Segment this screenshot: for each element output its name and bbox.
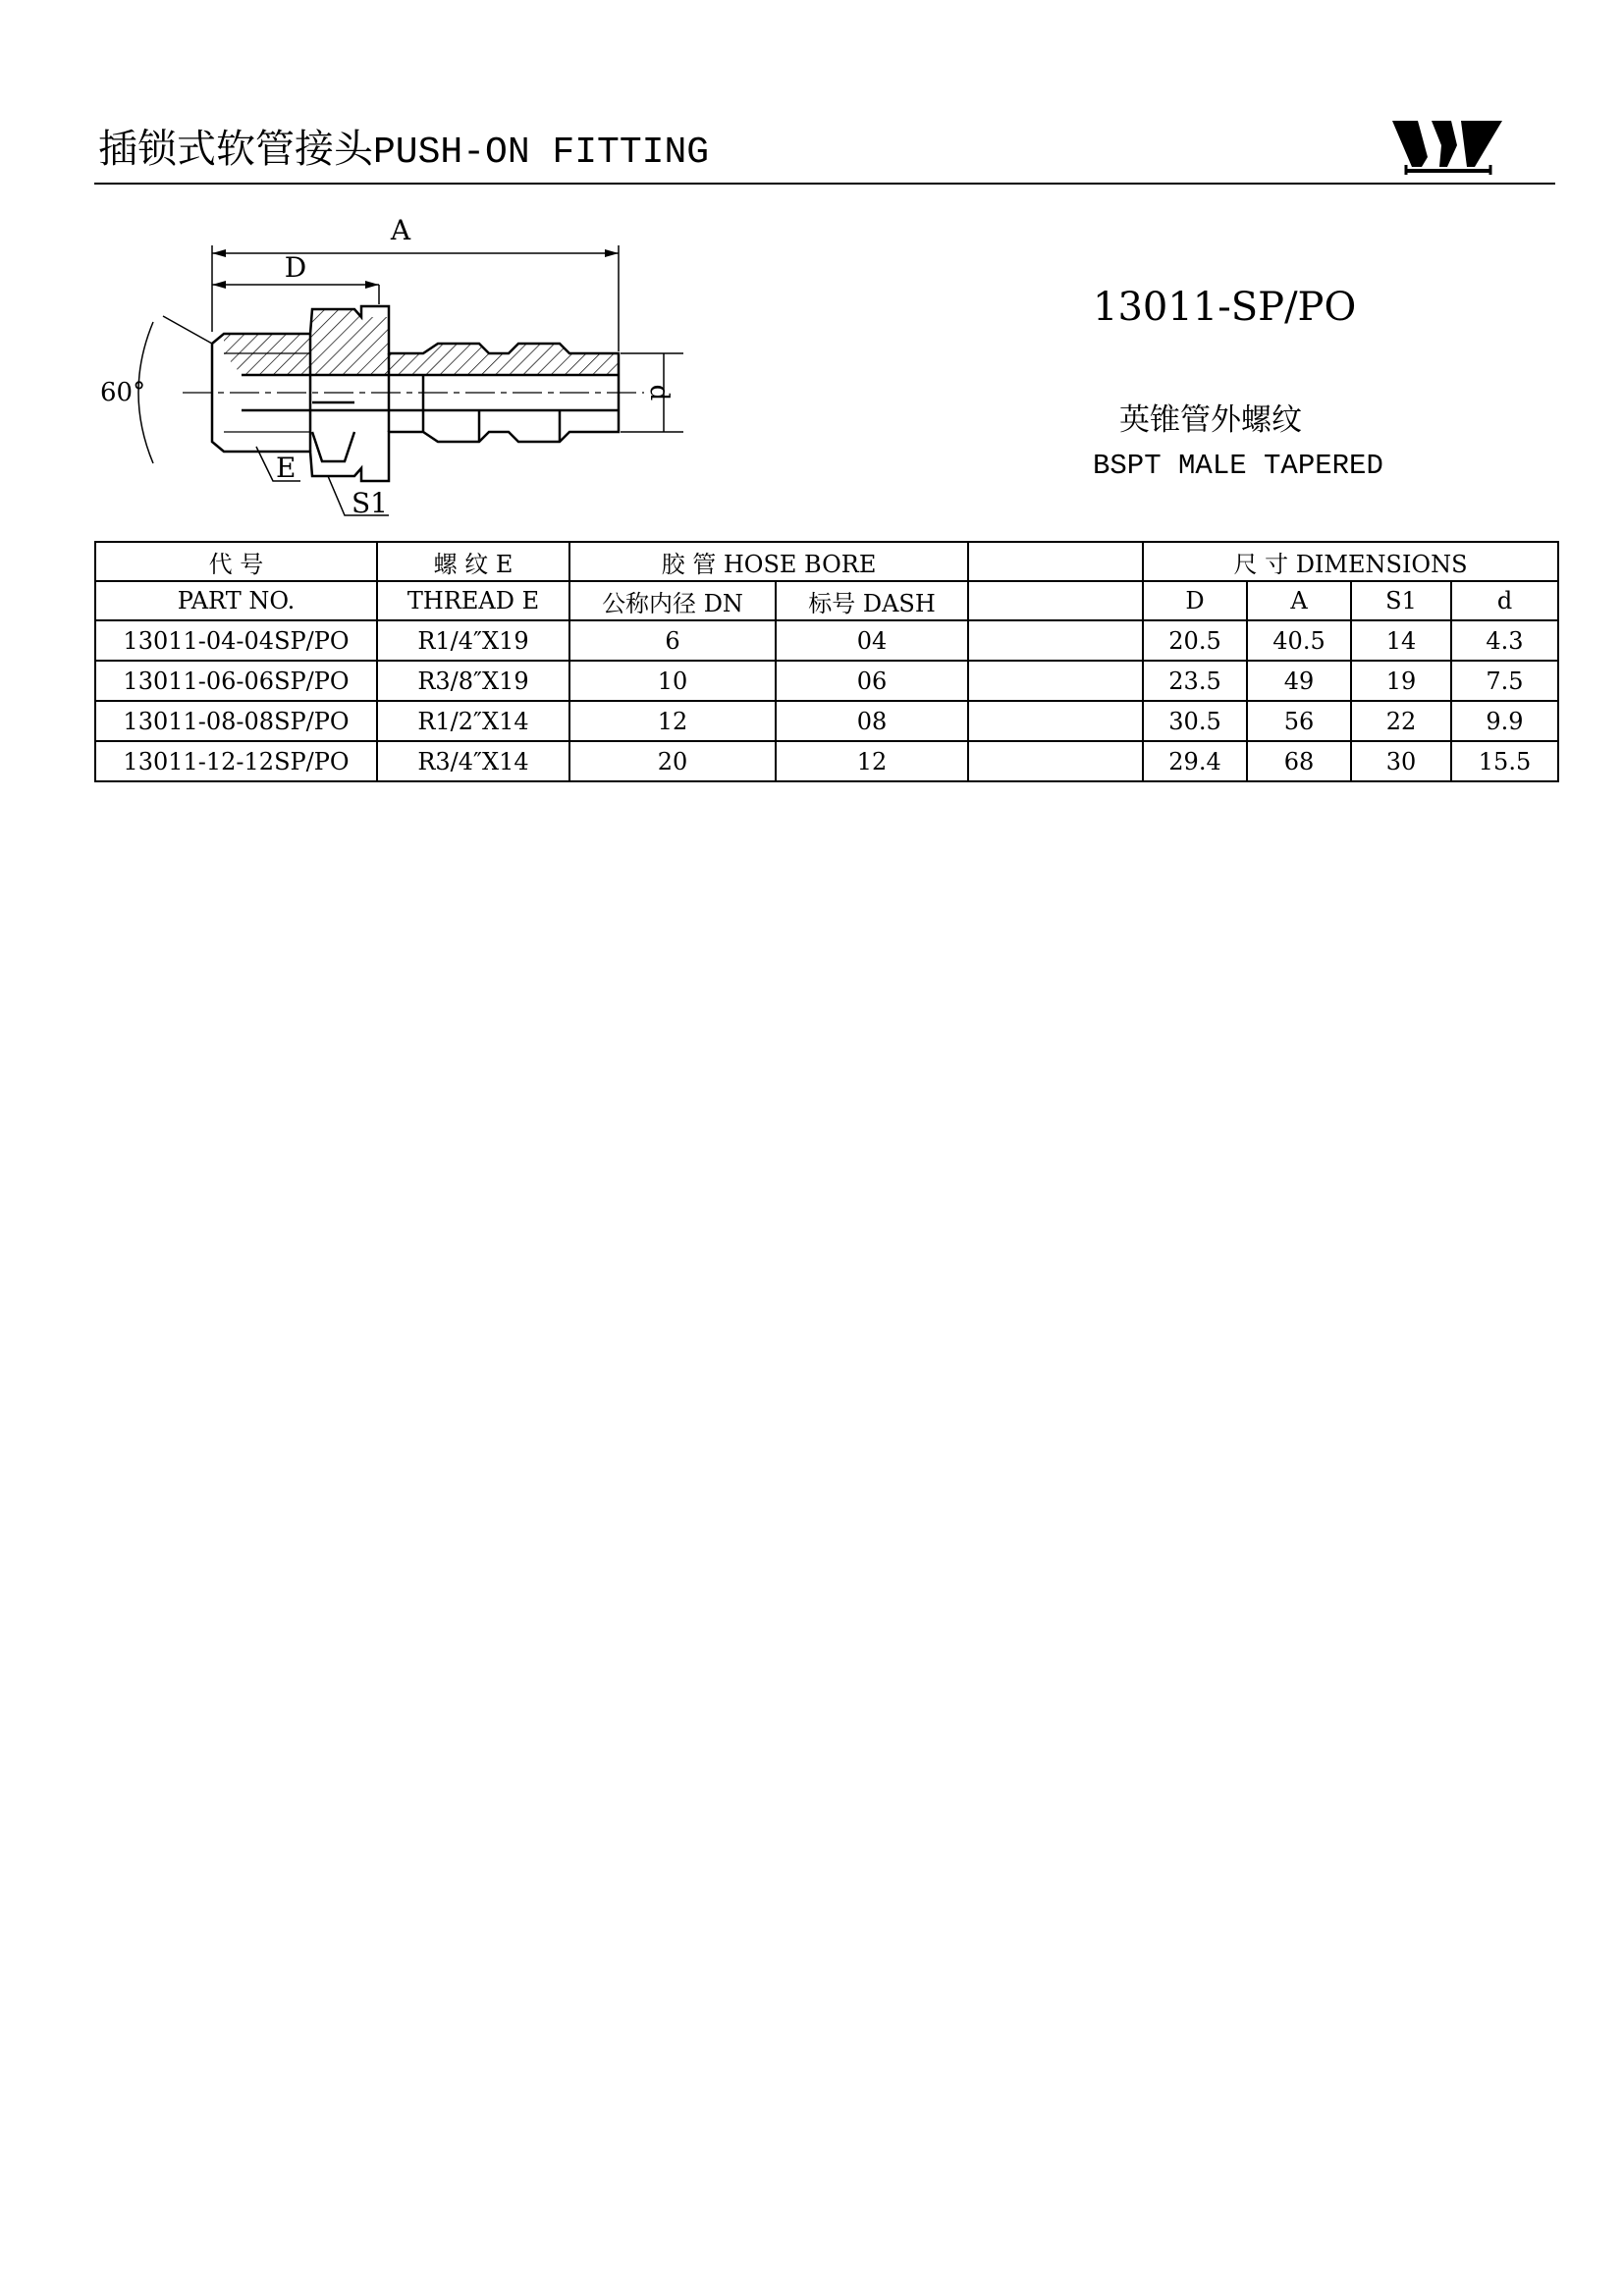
head-dim-S1: S1 — [1351, 581, 1451, 620]
label-a: A — [390, 214, 411, 246]
cell-S1: 19 — [1351, 661, 1451, 701]
cell-dash: 08 — [776, 701, 968, 741]
page-title — [98, 118, 709, 174]
label-d-upper: D — [284, 251, 307, 284]
label-d-lower: d — [644, 384, 674, 401]
cell-D: 23.5 — [1143, 661, 1247, 701]
head-thread-en: THREAD E — [377, 581, 569, 620]
company-logo — [1392, 116, 1502, 175]
header-rule — [94, 183, 1555, 185]
cell-part: 13011-04-04SP/PO — [95, 620, 377, 661]
title-cn: 插锁式软管接头 — [98, 127, 373, 172]
head-blank-1 — [968, 542, 1143, 581]
head-hose-dash: 标号 DASH — [776, 581, 968, 620]
head-part-en: PART NO. — [95, 581, 377, 620]
cell-part: 13011-08-08SP/PO — [95, 701, 377, 741]
cell-A: 49 — [1247, 661, 1351, 701]
cell-blank — [968, 661, 1143, 701]
subtitle-en: BSPT MALE TAPERED — [1093, 450, 1383, 482]
cell-D: 20.5 — [1143, 620, 1247, 661]
model-number: 13011-SP/PO — [1093, 285, 1357, 330]
fitting-outline — [212, 306, 619, 481]
label-angle: 60° — [100, 378, 146, 407]
cell-thread: R1/4″X19 — [377, 620, 569, 661]
cell-blank — [968, 701, 1143, 741]
head-hose-dn: 公称内径 DN — [569, 581, 776, 620]
table-row — [95, 741, 1558, 781]
cell-S1: 14 — [1351, 620, 1451, 661]
cell-thread: R1/2″X14 — [377, 701, 569, 741]
cell-dn: 10 — [569, 661, 776, 701]
head-dim-A: A — [1247, 581, 1351, 620]
cell-thread: R3/4″X14 — [377, 741, 569, 781]
head-dim-D: D — [1143, 581, 1247, 620]
title-en: PUSH-ON FITTING — [373, 132, 710, 174]
head-dim-d: d — [1451, 581, 1558, 620]
label-s1: S1 — [352, 487, 388, 519]
cell-D: 29.4 — [1143, 741, 1247, 781]
cell-d: 15.5 — [1451, 741, 1558, 781]
label-e: E — [276, 452, 297, 484]
head-hose-group: 胶 管 HOSE BORE — [569, 542, 968, 581]
cell-dash: 06 — [776, 661, 968, 701]
head-part-cn: 代 号 — [95, 542, 377, 581]
cell-blank — [968, 620, 1143, 661]
head-dim-group: 尺 寸 DIMENSIONS — [1143, 542, 1558, 581]
cell-part: 13011-12-12SP/PO — [95, 741, 377, 781]
cell-dn: 20 — [569, 741, 776, 781]
cell-D: 30.5 — [1143, 701, 1247, 741]
table-row — [95, 620, 1558, 661]
cell-d: 7.5 — [1451, 661, 1558, 701]
table-row — [95, 661, 1558, 701]
cell-A: 68 — [1247, 741, 1351, 781]
cell-dn: 12 — [569, 701, 776, 741]
spec-table — [94, 541, 1559, 782]
cell-S1: 22 — [1351, 701, 1451, 741]
cell-S1: 30 — [1351, 741, 1451, 781]
fitting-drawing — [94, 206, 703, 530]
cell-blank — [968, 741, 1143, 781]
cell-dash: 04 — [776, 620, 968, 661]
table-header-row-2 — [95, 581, 1558, 620]
cell-A: 56 — [1247, 701, 1351, 741]
table-row — [95, 701, 1558, 741]
cell-A: 40.5 — [1247, 620, 1351, 661]
cell-part: 13011-06-06SP/PO — [95, 661, 377, 701]
cell-d: 4.3 — [1451, 620, 1558, 661]
cell-dash: 12 — [776, 741, 968, 781]
head-thread-cn: 螺 纹 E — [377, 542, 569, 581]
table-header-row-1 — [95, 542, 1558, 581]
cell-thread: R3/8″X19 — [377, 661, 569, 701]
cell-d: 9.9 — [1451, 701, 1558, 741]
cell-dn: 6 — [569, 620, 776, 661]
head-blank-2 — [968, 581, 1143, 620]
subtitle-cn: 英锥管外螺纹 — [1119, 402, 1302, 438]
